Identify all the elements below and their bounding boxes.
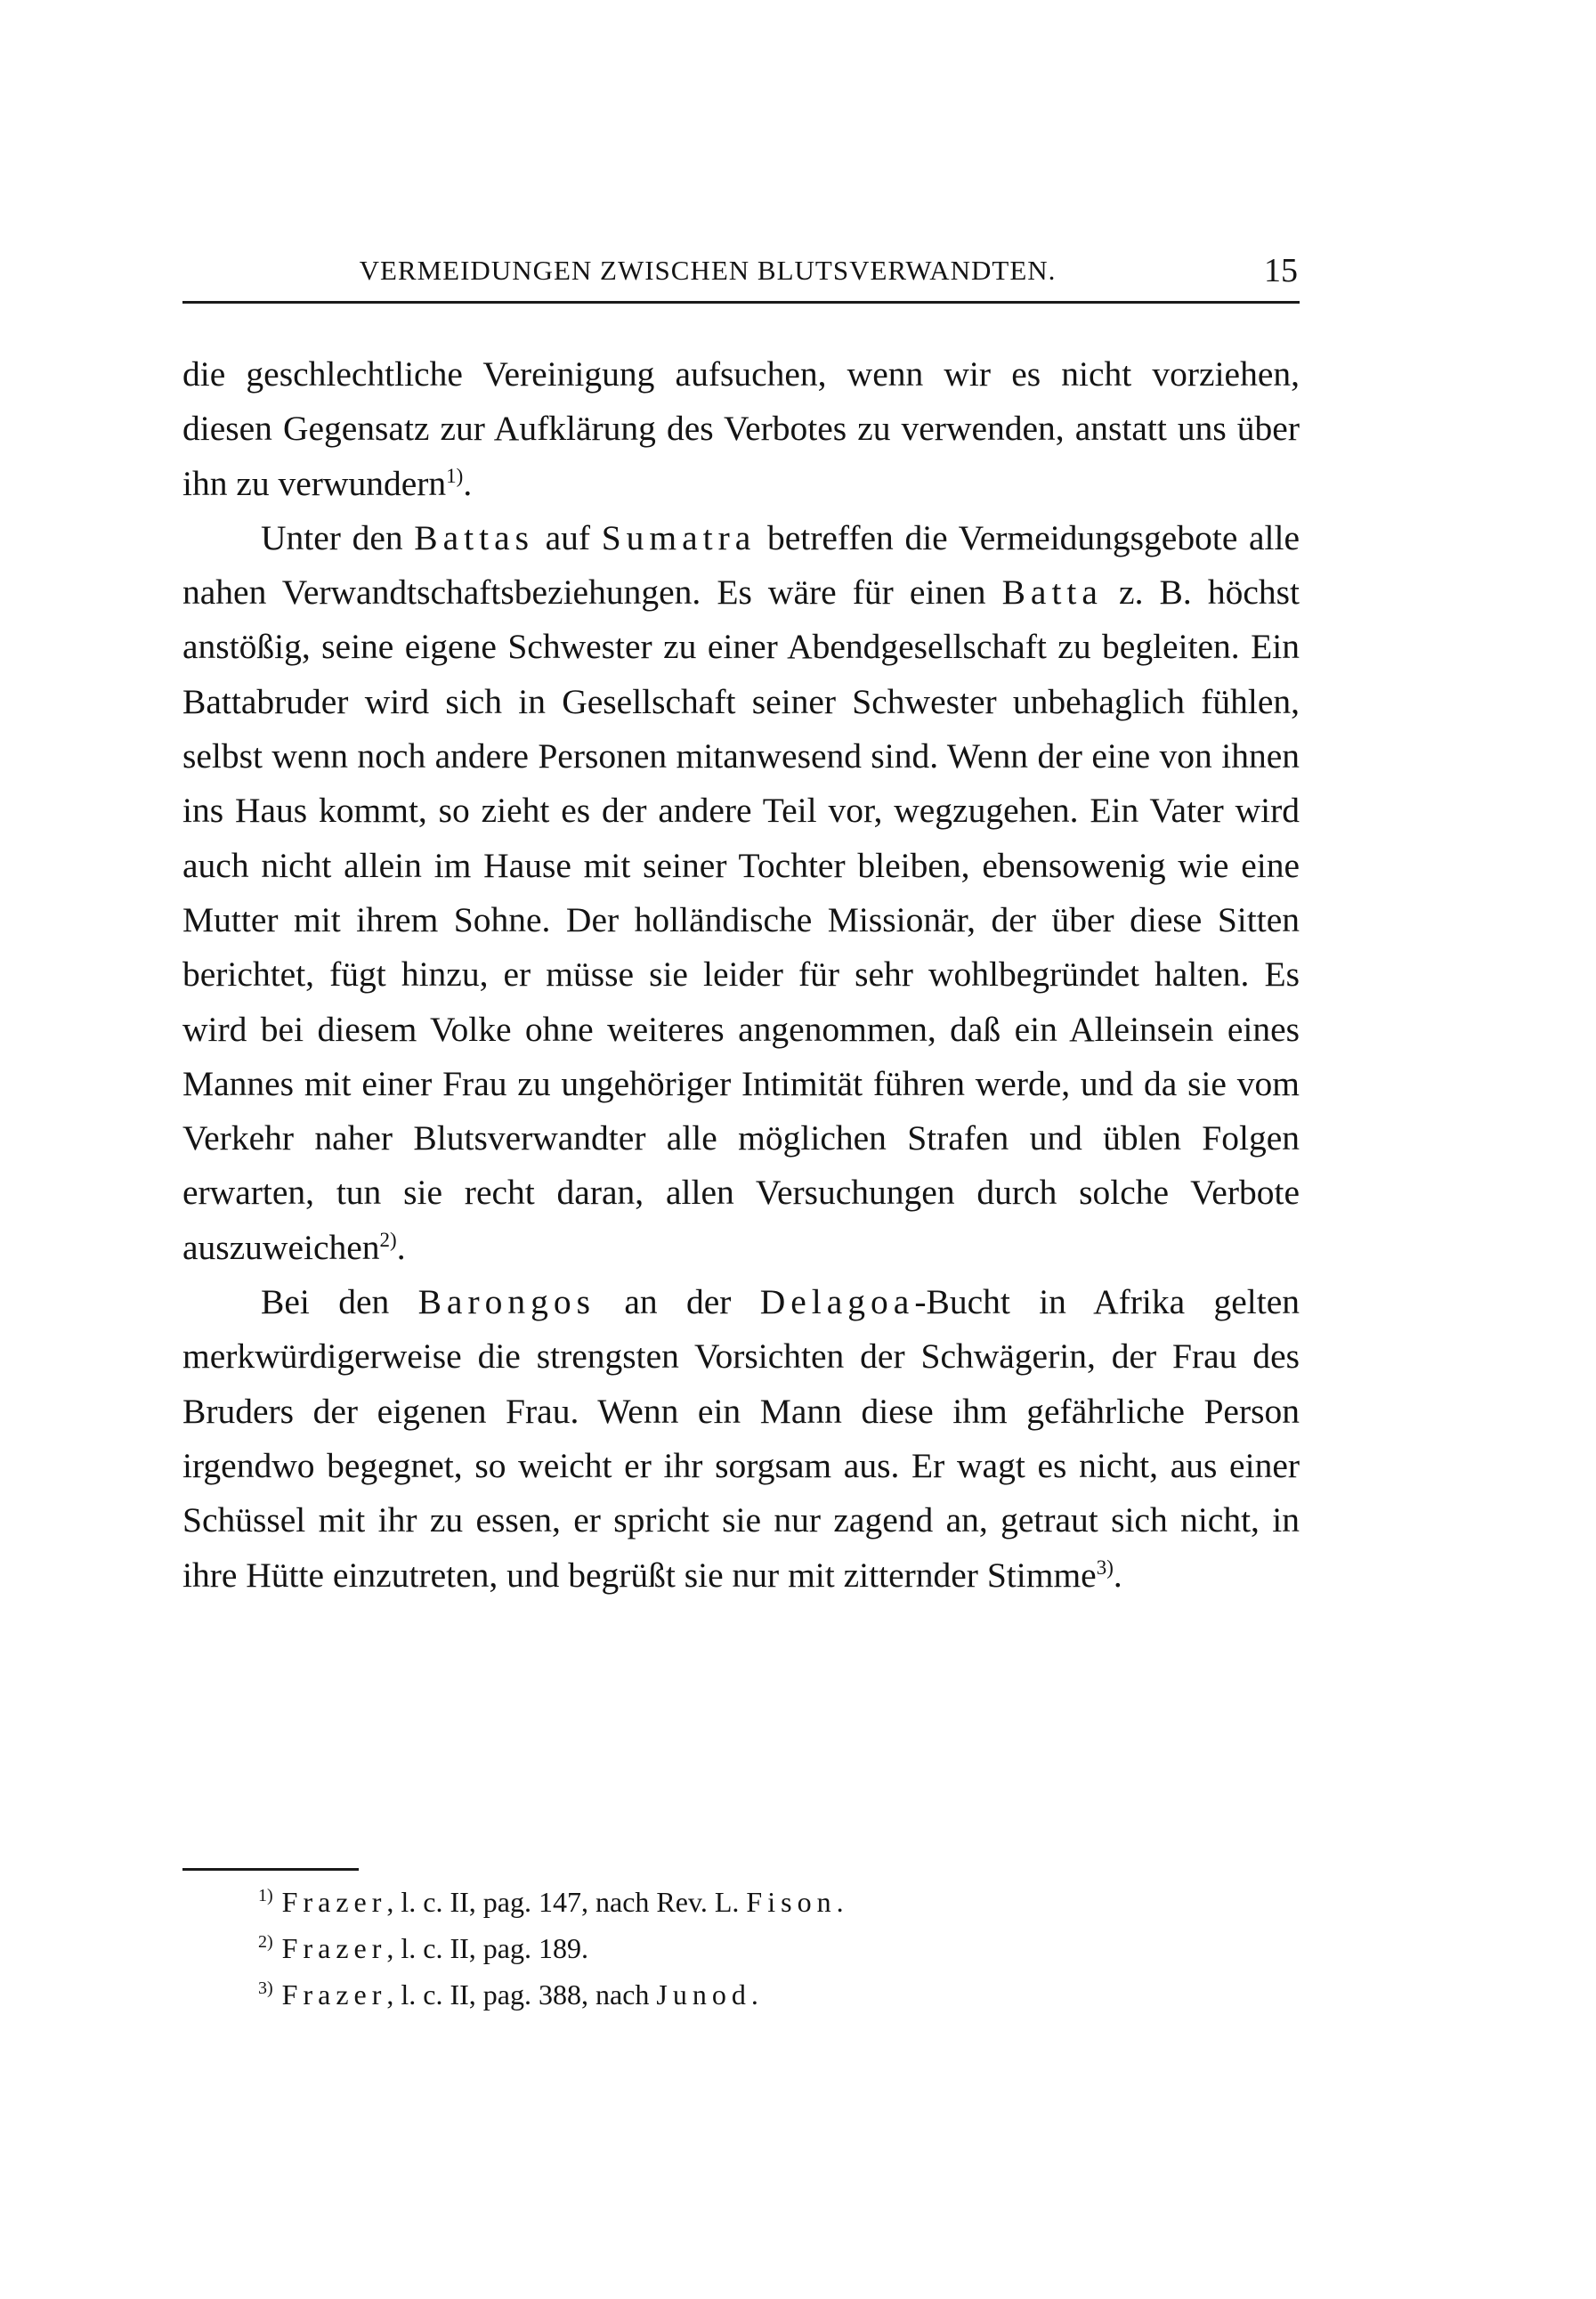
footnote-name: Junod xyxy=(656,1978,751,2011)
footnote-ref-2[interactable]: 2) xyxy=(379,1228,397,1251)
footnote-author: Frazer xyxy=(281,1978,387,2011)
footnote-ref-1[interactable]: 1) xyxy=(446,464,464,487)
paragraph-3-segment: an der xyxy=(595,1282,760,1322)
footnote-ref-3[interactable]: 3) xyxy=(1096,1556,1114,1579)
term-sumatra: Sumatra xyxy=(601,517,757,557)
term-batta: Batta xyxy=(1001,573,1103,613)
paragraph-2-segment: Unter den xyxy=(261,517,415,557)
footnote-text: , l. c. II, pag. 189. xyxy=(386,1932,588,1964)
paragraph-3 xyxy=(182,1275,1300,1603)
paragraph-1-text: die geschlechtliche Vereinigung aufsuchen, wenn wir es nicht vorziehen, diesen Gegensatz zur Aufklärung des Verbotes zu verwenden, anstatt uns über ihn zu verwundern xyxy=(182,354,1300,503)
paragraph-1 xyxy=(182,347,1300,511)
footnote-author: Frazer xyxy=(281,1932,387,1964)
term-barongos: Barongos xyxy=(417,1282,595,1322)
footnote-mark: 3) xyxy=(258,1978,273,1998)
paragraph-2-segment: betreffen die Vermeidungsgebote alle nahen Verwandtschaftsbeziehungen. Es wäre für einen xyxy=(182,517,1300,613)
paragraph-2-segment: auf xyxy=(533,517,602,557)
footnote-end: . xyxy=(750,1978,758,2011)
footnote-1 xyxy=(258,1879,1300,1925)
footnote-text: , l. c. II, pag. 388, nach xyxy=(386,1978,657,2011)
running-title: VERMEIDUNGEN ZWISCHEN BLUTSVERWANDTEN. xyxy=(359,255,1057,286)
footnote-3 xyxy=(258,1971,1300,2018)
footnotes xyxy=(258,1879,1300,2018)
footnote-end: . xyxy=(836,1886,844,1918)
paragraph-1-end: . xyxy=(463,463,473,503)
term-battas: Battas xyxy=(414,517,534,557)
paragraph-3-end: . xyxy=(1113,1555,1122,1595)
paragraph-2 xyxy=(182,511,1300,1275)
paragraph-2-end: . xyxy=(396,1227,406,1267)
footnote-mark: 2) xyxy=(258,1932,273,1952)
term-delagoa: Delagoa xyxy=(759,1282,915,1322)
paragraph-3-segment: -Bucht in Afrika gelten merkwürdigerweise die strengsten Vorsichten der Schwägerin, der Frau des Bruders der eigenen Frau. Wenn ein Mann diese ihm gefährliche Person irgendwo begegnet, so weicht er ihr sorgsam aus. Er wagt es nicht, aus einer Schüssel mit ihr zu essen, er spricht sie nur zagend an, getraut sich nicht, in ihre Hütte einzutreten, und begrüßt sie nur mit zitternder Stimme xyxy=(182,1282,1300,1595)
header-rule xyxy=(182,301,1300,304)
paragraph-3-segment: Bei den xyxy=(261,1282,418,1322)
footnote-mark: 1) xyxy=(258,1886,273,1905)
footnote-name: Fison xyxy=(746,1886,837,1918)
footnote-author: Frazer xyxy=(281,1886,387,1918)
running-head xyxy=(182,251,1300,294)
paragraph-2-segment: z. B. höchst anstößig, seine eigene Schwester zu einer Abendgesellschaft zu begleiten. Ein Battabruder wird sich in Gesellschaft seiner Schwester unbehaglich fühlen, selbst wenn noch andere Personen mitanwesend sind. Wenn der eine von ihnen ins Haus kommt, so zieht es der andere Teil vor, wegzugehen. Ein Vater wird auch nicht allein im Hause mit seiner Tochter bleiben, ebensowenig wie eine Mutter mit ihrem Sohne. Der holländische Missionär, der über diese Sitten berichtet, fügt hinzu, er müsse sie leider für sehr wohlbegründet halten. Es wird bei diesem Volke ohne weiteres angenommen, daß ein Alleinsein eines Mannes mit einer Frau zu ungehöriger Intimität führen werde, und da sie vom Verkehr naher Blutsverwandter alle möglichen Strafen und üblen Folgen erwarten, tun sie recht daran, allen Versuchungen durch solche Verbote auszuweichen xyxy=(182,573,1300,1267)
footnote-2 xyxy=(258,1925,1300,1971)
page-number: 15 xyxy=(1264,252,1298,289)
footnote-text: , l. c. II, pag. 147, nach Rev. L. xyxy=(386,1886,747,1918)
body-text xyxy=(182,347,1300,1603)
footnote-rule xyxy=(182,1868,359,1871)
